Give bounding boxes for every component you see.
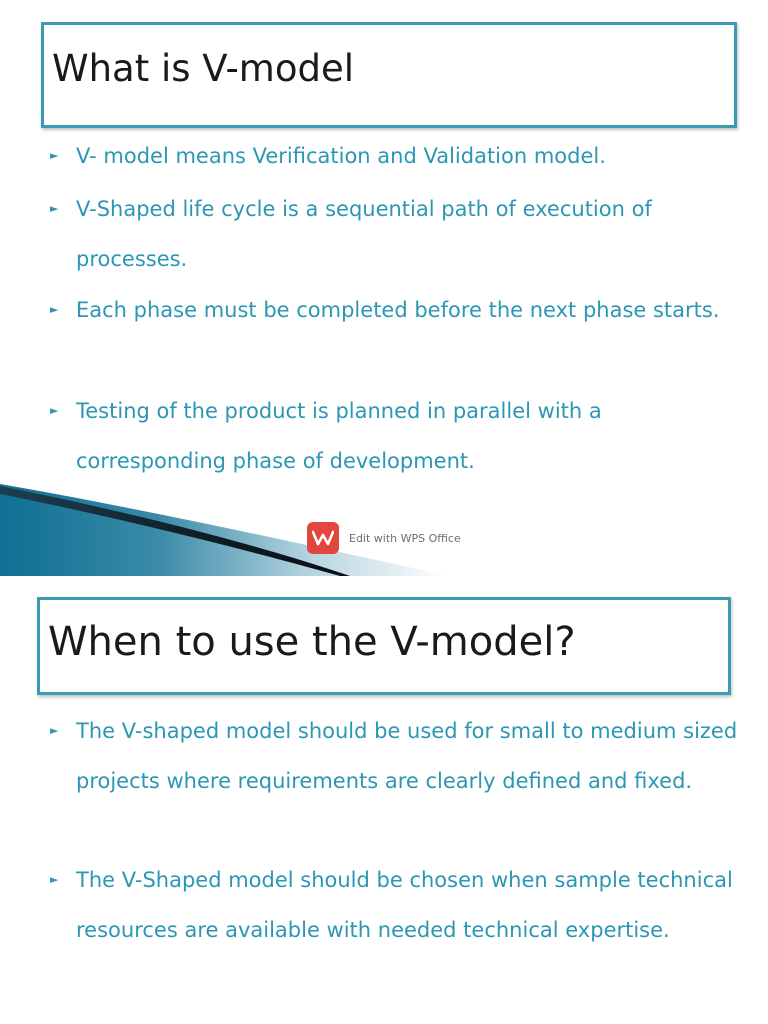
slide-title: What is V-model [52, 47, 354, 90]
triangle-bullet-icon: ► [50, 873, 59, 886]
bullet-item [50, 184, 756, 284]
bullet-text: Each phase must be completed before the next phase starts. [76, 298, 720, 322]
triangle-bullet-icon: ► [50, 149, 59, 162]
bullet-text: V-Shaped life cycle is a sequential path of execution of processes. [76, 197, 652, 271]
bullet-item [50, 706, 756, 806]
slide-title-box [41, 22, 737, 128]
bullet-text: Testing of the product is planned in parallel with a corresponding phase of development. [76, 399, 602, 473]
triangle-bullet-icon: ► [50, 724, 59, 737]
bullet-text: The V-shaped model should be used for small to medium sized projects where requirements are clearly defined and fixed. [76, 719, 738, 793]
wps-watermark-text: Edit with WPS Office [349, 531, 461, 545]
slide-title: When to use the V-model? [48, 619, 576, 665]
bullet-text: V- model means Verification and Validation model. [76, 144, 606, 168]
triangle-bullet-icon: ► [50, 202, 59, 215]
slide-when-to-use-v-model [0, 576, 768, 1024]
wps-logo-icon [307, 522, 339, 554]
bullet-item [50, 285, 756, 335]
bullet-item [50, 855, 756, 955]
bullet-item [50, 131, 756, 181]
triangle-bullet-icon: ► [50, 404, 59, 417]
bullet-text: The V-Shaped model should be chosen when sample technical resources are available with needed technical expertise. [76, 868, 733, 942]
slide-title-box [37, 597, 731, 695]
wps-watermark[interactable] [307, 522, 461, 554]
triangle-bullet-icon: ► [50, 303, 59, 316]
